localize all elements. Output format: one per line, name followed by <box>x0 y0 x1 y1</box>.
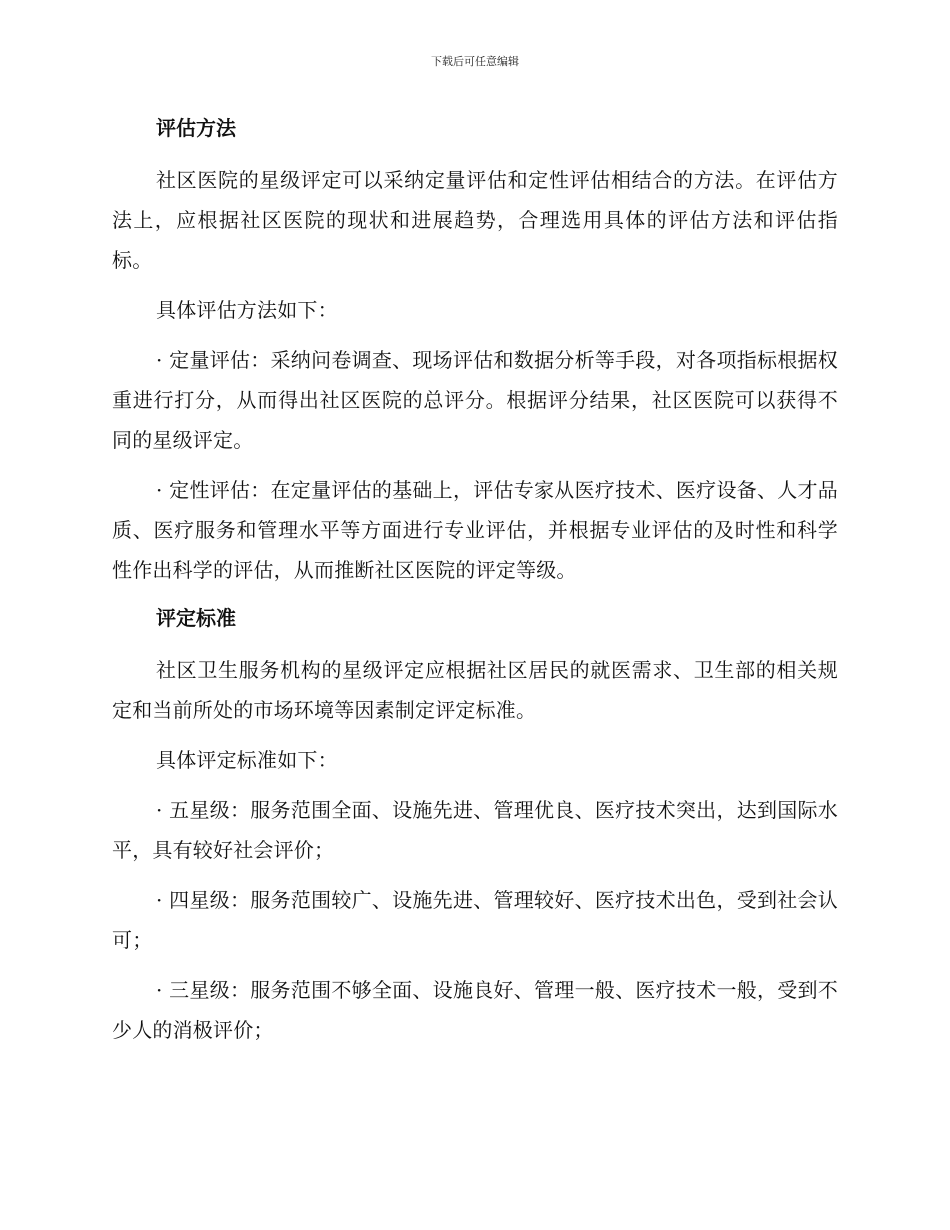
standards-item-four-star: · 四星级：服务范围较广、设施先进、管理较好、医疗技术出色，受到社会认可； <box>112 888 838 952</box>
methods-item-qualitative: · 定性评估：在定量评估的基础上，评估专家从医疗技术、医疗设备、人才品质、医疗服务和管理水平等方面进行专业评估，并根据专业评估的及时性和科学性作出科学的评估，从而推断社区医院的评定等级。 <box>112 478 838 582</box>
methods-intro-paragraph: 社区医院的星级评定可以采纳定量评估和定性评估相结合的方法。在评估方法上，应根据社区医院的现状和进展趋势，合理选用具体的评估方法和评估指标。 <box>112 168 838 272</box>
standards-lead-paragraph: 具体评定标准如下： <box>156 748 338 772</box>
standards-intro-paragraph: 社区卫生服务机构的星级评定应根据社区居民的就医需求、卫生部的相关规定和当前所处的市场环境等因素制定评定标准。 <box>112 658 838 722</box>
section-title-methods: 评估方法 <box>156 116 236 140</box>
methods-item-quantitative: · 定量评估：采纳问卷调查、现场评估和数据分析等手段，对各项指标根据权重进行打分，从而得出社区医院的总评分。根据评分结果，社区医院可以获得不同的星级评定。 <box>112 348 838 452</box>
section-title-standards: 评定标准 <box>156 606 236 630</box>
standards-item-three-star: · 三星级：服务范围不够全面、设施良好、管理一般、医疗技术一般，受到不少人的消极评价； <box>112 978 838 1042</box>
document-body <box>112 110 838 1060</box>
standards-item-five-star: · 五星级：服务范围全面、设施先进、管理优良、医疗技术突出，达到国际水平，具有较好社会评价； <box>112 798 838 862</box>
methods-lead-paragraph: 具体评估方法如下： <box>156 298 338 322</box>
header-note: 下载后可任意编辑 <box>431 55 519 68</box>
